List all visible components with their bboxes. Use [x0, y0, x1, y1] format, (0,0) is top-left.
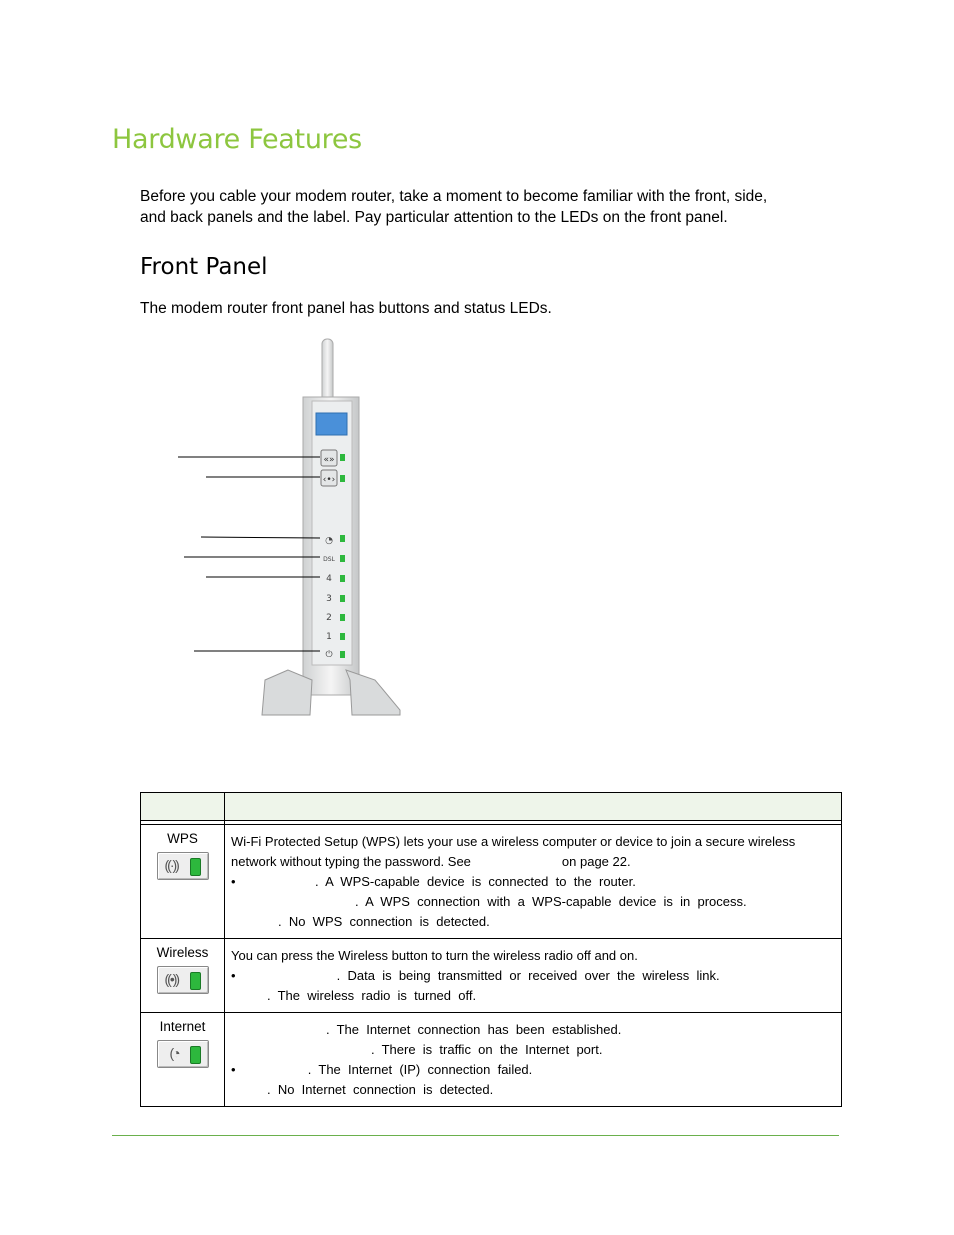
- table-row: [141, 1013, 842, 1107]
- description-line: . The Internet connection has been established.: [326, 1022, 622, 1037]
- footer-rule: [112, 1135, 839, 1136]
- led-name-cell: [141, 825, 225, 939]
- internet-led-icon: ◔: [325, 536, 333, 546]
- description-line: . The wireless radio is turned off.: [267, 988, 477, 1003]
- router-front-panel-figure: [170, 335, 410, 720]
- led-name: Wireless: [156, 945, 209, 960]
- table-header-cell: [225, 793, 842, 821]
- table-row: [141, 825, 842, 939]
- led-description-cell: [225, 825, 842, 939]
- description-line: . No WPS connection is detected.: [278, 914, 490, 929]
- description-line: . A WPS connection with a WPS-capable device is in process.: [355, 894, 747, 909]
- intro-line-2: and back panels and the label. Pay particular attention to the LEDs on the front panel.: [140, 209, 728, 226]
- callout-line: [201, 537, 320, 538]
- led-name-cell: [141, 939, 225, 1013]
- internet-icon: (◔: [157, 1040, 209, 1068]
- led-description-cell: [225, 939, 842, 1013]
- led-description-cell: [225, 1013, 842, 1107]
- table-header-cell: [141, 793, 225, 821]
- router-stand: [262, 670, 312, 715]
- front-panel-heading: Front Panel: [140, 254, 268, 280]
- led-description-table: [140, 792, 842, 1107]
- front-panel-description: The modem router front panel has buttons and status LEDs.: [140, 300, 552, 317]
- lan4-led-icon: 4: [326, 574, 332, 584]
- description-line: Wi-Fi Protected Setup (WPS) lets your use a wireless computer or device to join a secure wireless: [231, 834, 796, 849]
- description-line: network without typing the password. See on page 22.: [231, 854, 631, 869]
- router-logo-panel: [316, 413, 347, 435]
- description-line: • . A WPS-capable device is connected to the router.: [231, 874, 636, 889]
- lan1-led-icon: 1: [326, 632, 332, 642]
- power-led-icon: ⏻: [325, 650, 333, 660]
- led-name: WPS: [167, 831, 198, 846]
- description-line: You can press the Wireless button to turn the wireless radio off and on.: [231, 948, 638, 963]
- lan3-led-icon: 3: [326, 594, 332, 604]
- description-line: • . Data is being transmitted or received over the wireless link.: [231, 968, 720, 983]
- wireless-icon: ((•)): [157, 966, 209, 994]
- led-name: Internet: [159, 1019, 206, 1034]
- intro-paragraph: [140, 186, 767, 228]
- table-header-row: [141, 793, 842, 821]
- svg-text:‹•›: ‹•›: [322, 475, 336, 485]
- router-face: [312, 401, 352, 665]
- wps-icon: ((·)): [157, 852, 209, 880]
- description-line: . No Internet connection is detected.: [267, 1082, 494, 1097]
- table-row: [141, 939, 842, 1013]
- description-line: • . The Internet (IP) connection failed.: [231, 1062, 533, 1077]
- page-heading: Hardware Features: [112, 124, 362, 155]
- led-name-cell: [141, 1013, 225, 1107]
- intro-line-1: Before you cable your modem router, take a moment to become familiar with the front, side,: [140, 188, 768, 205]
- svg-text:«»: «»: [323, 455, 335, 465]
- lan2-led-icon: 2: [326, 613, 332, 623]
- dsl-led-icon: DSL: [323, 556, 335, 563]
- description-line: . There is traffic on the Internet port.: [371, 1042, 603, 1057]
